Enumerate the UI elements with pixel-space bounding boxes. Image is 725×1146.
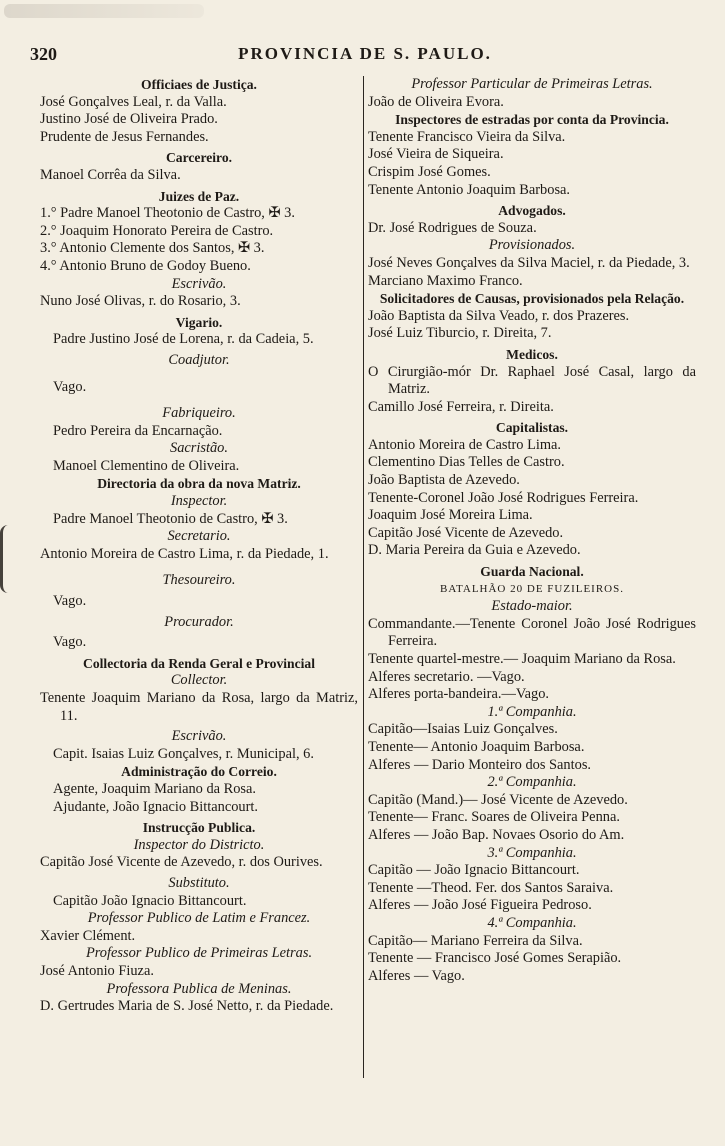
entry-line: Camillo José Ferreira, r. Direita. (368, 398, 554, 415)
entry-line: Marciano Maximo Franco. (368, 272, 523, 289)
subsection-label: Professor Publico de Primeiras Letras. (85, 945, 313, 962)
entry-line: Capitão José Vicente de Azevedo, r. dos Ourives. (40, 854, 323, 871)
entry-line: José Antonio Fiuza. (40, 962, 154, 979)
entry-line: Capitão João Ignacio Bittancourt. (53, 892, 247, 909)
entry-line: Vago. (53, 593, 87, 610)
entry-line: Prudente de Jesus Fernandes. (40, 128, 209, 145)
entry-line: Clementino Dias Telles de Castro. (368, 454, 565, 471)
entry-line: Alferes — Dario Monteiro dos Santos. (368, 756, 592, 773)
entry-line: Capitão — João Ignacio Bittancourt. (368, 862, 580, 879)
entry-line: Crispim José Gomes. (368, 163, 491, 180)
company-label: 1.ª Companhia. (487, 703, 577, 720)
entry-line: Vago. (53, 634, 87, 651)
entry-line: Antonio Moreira de Castro Lima. (368, 436, 562, 453)
entry-line: Padre Manoel Theotonio de Castro, ✠ 3. (53, 510, 288, 527)
section-heading: Advogados. (498, 203, 566, 219)
entry-line: Tenente Antonio Joaquim Barbosa. (368, 181, 571, 198)
entry-line: 4.° Antonio Bruno de Godoy Bueno. (40, 257, 251, 274)
entry-line: João Baptista da Silva Veado, r. dos Prazeres. (368, 307, 630, 324)
entry-line: O Cirurgião-mór Dr. Raphael José Casal, largo da Matriz. (368, 363, 696, 398)
company-label: 3.ª Companhia. (487, 844, 577, 861)
section-heading: Carcereiro. (165, 150, 233, 166)
entry-line: Antonio Moreira de Castro Lima, r. da Piedade, 1. (40, 545, 329, 562)
entry-line: D. Maria Pereira da Guia e Azevedo. (368, 542, 581, 559)
entry-line: Tenente-Coronel João José Rodrigues Ferreira. (368, 489, 639, 506)
subsection-label: Provisionados. (488, 237, 576, 254)
entry-line: 1.° Padre Manoel Theotonio de Castro, ✠ 3. (40, 205, 295, 222)
entry-line: João de Oliveira Evora. (368, 93, 504, 110)
subsection-label: Estado-maior. (491, 598, 573, 615)
company-label: 2.ª Companhia. (487, 774, 577, 791)
entry-line: José Gonçalves Leal, r. da Valla. (40, 93, 227, 110)
entry-line: Tenente— Franc. Soares de Oliveira Penna. (368, 809, 620, 826)
entry-line: Nuno José Olivas, r. do Rosario, 3. (40, 293, 241, 310)
entry-line: Joaquim José Moreira Lima. (368, 507, 533, 524)
section-heading: Inspectores de estradas por conta da Provincia. (395, 112, 669, 128)
entry-line: Capit. Isaias Luiz Gonçalves, r. Municipal, 6. (53, 745, 314, 762)
section-heading: Solicitadores de Causas, provisionados pela Relação. (379, 291, 685, 307)
entry-line: Alferes — Vago. (368, 967, 465, 984)
right-column (368, 76, 696, 985)
entry-line: 3.° Antonio Clemente dos Santos, ✠ 3. (40, 240, 265, 257)
margin-mark (0, 525, 13, 593)
company-label: 4.ª Companhia. (487, 914, 577, 931)
section-heading: Vigario. (175, 314, 223, 330)
section-heading: Juizes de Paz. (158, 188, 240, 204)
battalion-label: BATALHÃO 20 DE FUZILEIROS. (439, 582, 624, 595)
entry-line: Vago. (53, 378, 87, 395)
entry-line: Ajudante, João Ignacio Bittancourt. (53, 798, 259, 815)
entry-line: Manoel Clementino de Oliveira. (53, 457, 240, 474)
subsection-label: Inspector. (170, 493, 228, 510)
entry-line: Alferes — João Bap. Novaes Osorio do Am. (368, 826, 625, 843)
entry-line: Justino José de Oliveira Prado. (40, 111, 218, 128)
entry-line: Alferes secretario. —Vago. (368, 668, 525, 685)
entry-line: 2.° Joaquim Honorato Pereira de Castro. (40, 222, 274, 239)
left-column (40, 76, 358, 1016)
subsection-label: Sacristão. (170, 440, 228, 457)
section-heading: Administração do Correio. (121, 764, 277, 780)
section-heading: Guarda Nacional. (480, 564, 584, 580)
entry-line: Tenente Joaquim Mariano da Rosa, largo da Matriz, 11. (40, 690, 358, 724)
entry-line: José Luiz Tiburcio, r. Direita, 7. (368, 325, 552, 342)
subsection-label: Fabriqueiro. (162, 405, 236, 422)
subsection-label: Collector. (170, 672, 228, 689)
section-heading: Instrucção Publica. (142, 820, 256, 836)
entry-line: D. Gertrudes Maria de S. José Netto, r. da Piedade. (40, 998, 334, 1015)
subsection-label: Procurador. (164, 613, 234, 630)
subsection-label: Professor Publico de Latim e Francez. (87, 910, 311, 927)
section-heading: Officiaes de Justiça. (141, 77, 257, 92)
subsection-label: Professor Particular de Primeiras Letras. (411, 76, 653, 92)
page-number: 320 (30, 44, 57, 64)
entry-line: Pedro Pereira da Encarnação. (53, 422, 223, 439)
subsection-label: Secretario. (167, 528, 231, 545)
entry-line: Capitão (Mand.)— José Vicente de Azevedo. (368, 791, 628, 808)
entry-line: Agente, Joaquim Mariano da Rosa. (53, 780, 257, 797)
page-title: PROVINCIA DE S. PAULO. (238, 44, 492, 63)
entry-line: João Baptista de Azevedo. (368, 472, 520, 489)
section-heading: Medicos. (506, 346, 558, 362)
subsection-label: Escrivão. (171, 275, 227, 292)
section-heading: Collectoria da Renda Geral e Provincial (83, 655, 315, 671)
entry-line: Tenente —Theod. Fer. dos Santos Saraiva. (368, 879, 614, 896)
entry-line: Tenente — Francisco José Gomes Serapião. (368, 950, 622, 967)
section-heading: Capitalistas. (495, 420, 569, 436)
entry-line: Padre Justino José de Lorena, r. da Cadeia, 5. (53, 331, 314, 348)
entry-line: Xavier Clément. (40, 927, 136, 944)
entry-line: Alferes porta-bandeira.—Vago. (368, 686, 550, 703)
subsection-label: Escrivão. (171, 728, 227, 745)
entry-line: Tenente Francisco Vieira da Silva. (368, 128, 566, 145)
column-divider (363, 76, 364, 1078)
subsection-label: Professora Publica de Meninas. (106, 980, 292, 997)
entry-line: Capitão José Vicente de Azevedo. (368, 524, 564, 541)
page-header (30, 44, 700, 70)
subsection-label: Substituto. (168, 874, 230, 891)
entry-line: Capitão—Isaias Luiz Gonçalves. (368, 721, 558, 738)
entry-line: Commandante.—Tenente Coronel João José Rodrigues Ferreira. (368, 615, 696, 650)
entry-line: Tenente— Antonio Joaquim Barbosa. (368, 738, 585, 755)
entry-line: Capitão— Mariano Ferreira da Silva. (368, 932, 583, 949)
subsection-label: Inspector do Districto. (133, 836, 265, 853)
page-smudge (4, 4, 204, 18)
entry-line: Manoel Corrêa da Silva. (40, 166, 181, 183)
subsection-label: Coadjutor. (168, 351, 230, 368)
entry-line: José Vieira de Siqueira. (368, 146, 504, 163)
entry-line: Alferes — João José Figueira Pedroso. (368, 897, 592, 914)
section-heading: Directoria da obra da nova Matriz. (97, 476, 301, 492)
entry-line: Tenente quartel-mestre.— Joaquim Mariano da Rosa. (368, 651, 676, 667)
entry-line: Dr. José Rodrigues de Souza. (368, 219, 537, 236)
subsection-label: Thesoureiro. (162, 572, 236, 589)
entry-line: José Neves Gonçalves da Silva Maciel, r. da Piedade, 3. (368, 254, 690, 271)
